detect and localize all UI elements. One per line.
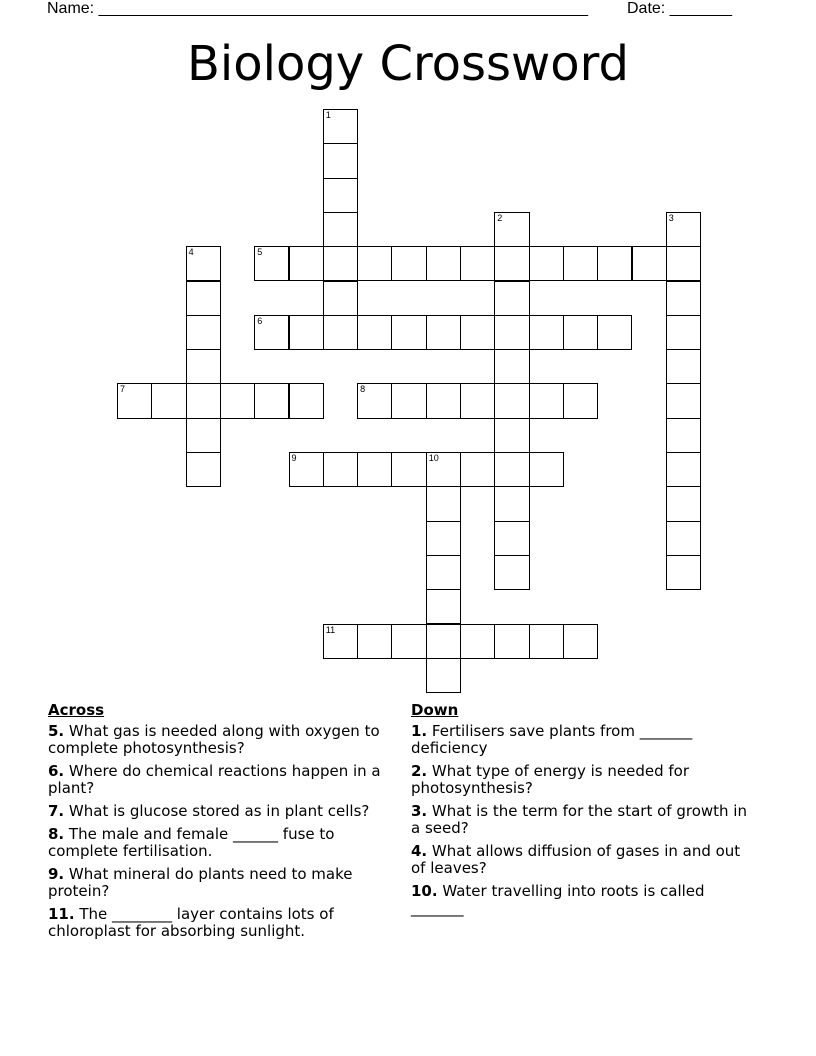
- grid-cell[interactable]: [494, 315, 529, 350]
- clue-text: The male and female ______ fuse to complete fertilisation.: [48, 825, 335, 860]
- across-clue: [48, 803, 398, 820]
- grid-cell[interactable]: [186, 452, 221, 487]
- down-clues: [411, 702, 751, 923]
- clue-number: 2.: [411, 762, 428, 780]
- grid-cell[interactable]: [151, 383, 186, 418]
- grid-cell[interactable]: [460, 246, 495, 281]
- grid-cell[interactable]: [426, 521, 461, 556]
- grid-cell[interactable]: [254, 246, 289, 281]
- grid-cell[interactable]: [529, 624, 564, 659]
- grid-cell[interactable]: [323, 624, 358, 659]
- grid-cell[interactable]: [289, 452, 324, 487]
- clue-text: What type of energy is needed for photosynthesis?: [411, 762, 690, 797]
- grid-cell[interactable]: [597, 246, 632, 281]
- clue-text: What allows diffusion of gases in and out of leaves?: [411, 842, 741, 877]
- grid-cell[interactable]: [426, 624, 461, 659]
- across-heading: Across: [48, 701, 105, 719]
- grid-cell[interactable]: [494, 246, 529, 281]
- grid-cell[interactable]: [529, 315, 564, 350]
- grid-cell[interactable]: [426, 555, 461, 590]
- grid-cell[interactable]: [426, 315, 461, 350]
- grid-cell[interactable]: [357, 315, 392, 350]
- clue-number: 5.: [48, 722, 65, 740]
- grid-cell[interactable]: [563, 383, 598, 418]
- grid-cell[interactable]: [494, 212, 529, 247]
- grid-cell[interactable]: [426, 452, 461, 487]
- grid-cell[interactable]: [666, 521, 701, 556]
- grid-cell[interactable]: [666, 383, 701, 418]
- clue-number: 4.: [411, 842, 428, 860]
- grid-cell[interactable]: [391, 383, 426, 418]
- grid-cell[interactable]: [323, 109, 358, 144]
- grid-cell[interactable]: [186, 349, 221, 384]
- grid-cell[interactable]: [357, 383, 392, 418]
- grid-cell[interactable]: [391, 452, 426, 487]
- grid-cell[interactable]: [666, 349, 701, 384]
- grid-cell[interactable]: [289, 383, 324, 418]
- grid-cell[interactable]: [666, 418, 701, 453]
- clue-text: Water travelling into roots is called _______: [411, 882, 705, 917]
- across-clue: [48, 826, 398, 860]
- down-clue: [411, 883, 751, 917]
- clue-number: 6.: [48, 762, 65, 780]
- clue-text: What is glucose stored as in plant cells?: [68, 802, 370, 820]
- grid-cell[interactable]: [117, 383, 152, 418]
- grid-cell[interactable]: [323, 281, 358, 316]
- grid-cell[interactable]: [494, 452, 529, 487]
- grid-cell[interactable]: [666, 315, 701, 350]
- clue-number: 8: [360, 384, 366, 395]
- grid-cell[interactable]: [666, 555, 701, 590]
- clue-text: What mineral do plants need to make protein?: [48, 865, 353, 900]
- clue-text: What is the term for the start of growth in a seed?: [411, 802, 747, 837]
- grid-cell[interactable]: [323, 452, 358, 487]
- clue-number: 9.: [48, 865, 65, 883]
- grid-cell[interactable]: [426, 658, 461, 693]
- down-clue: [411, 803, 751, 837]
- grid-cell[interactable]: [357, 624, 392, 659]
- grid-cell[interactable]: [254, 315, 289, 350]
- page-title: Biology Crossword: [186, 36, 630, 92]
- grid-cell[interactable]: [494, 281, 529, 316]
- grid-cell[interactable]: [529, 246, 564, 281]
- down-heading: Down: [411, 701, 459, 719]
- grid-cell[interactable]: [186, 418, 221, 453]
- grid-cell[interactable]: [426, 383, 461, 418]
- grid-cell[interactable]: [426, 246, 461, 281]
- clue-number: 6: [257, 315, 263, 326]
- across-clue: [48, 723, 398, 757]
- down-clue: [411, 763, 751, 797]
- grid-cell[interactable]: [494, 555, 529, 590]
- clue-text: What gas is needed along with oxygen to complete photosynthesis?: [48, 722, 380, 757]
- down-clue: [411, 723, 751, 757]
- grid-cell[interactable]: [666, 212, 701, 247]
- grid-cell[interactable]: [323, 212, 358, 247]
- clue-number: 7: [120, 384, 126, 395]
- grid-cell[interactable]: [460, 315, 495, 350]
- grid-cell[interactable]: [254, 383, 289, 418]
- grid-cell[interactable]: [186, 281, 221, 316]
- grid-cell[interactable]: [666, 281, 701, 316]
- grid-cell[interactable]: [529, 452, 564, 487]
- grid-cell[interactable]: [632, 246, 667, 281]
- clue-number: 2: [497, 212, 503, 223]
- clue-number: 11.: [48, 905, 75, 923]
- across-clue: [48, 866, 398, 900]
- grid-cell[interactable]: [494, 418, 529, 453]
- grid-cell[interactable]: [186, 383, 221, 418]
- clue-number: 10.: [411, 882, 438, 900]
- clue-number: 7.: [48, 802, 65, 820]
- clue-text: Fertilisers save plants from _______ deficiency: [411, 722, 693, 757]
- grid-cell[interactable]: [186, 315, 221, 350]
- clue-number: 8.: [48, 825, 65, 843]
- grid-cell[interactable]: [666, 246, 701, 281]
- grid-cell[interactable]: [391, 246, 426, 281]
- clue-text: Where do chemical reactions happen in a plant?: [48, 762, 381, 797]
- grid-cell[interactable]: [460, 383, 495, 418]
- grid-cell[interactable]: [494, 349, 529, 384]
- grid-cell[interactable]: [494, 521, 529, 556]
- date-field[interactable]: Date: _______: [627, 0, 732, 17]
- grid-cell[interactable]: [494, 486, 529, 521]
- grid-cell[interactable]: [563, 246, 598, 281]
- name-field[interactable]: Name: _______________________________________________________: [47, 0, 588, 17]
- grid-cell[interactable]: [460, 624, 495, 659]
- across-clues: [48, 702, 398, 946]
- clue-number: 1.: [411, 722, 428, 740]
- grid-cell[interactable]: [460, 452, 495, 487]
- grid-cell[interactable]: [220, 383, 255, 418]
- down-clue: [411, 843, 751, 877]
- grid-cell[interactable]: [666, 486, 701, 521]
- clue-number: 11: [325, 624, 336, 635]
- clue-number: 3.: [411, 802, 428, 820]
- grid-cell[interactable]: [529, 383, 564, 418]
- grid-cell[interactable]: [323, 315, 358, 350]
- grid-cell[interactable]: [323, 178, 358, 213]
- grid-cell[interactable]: [323, 246, 358, 281]
- grid-cell[interactable]: [494, 624, 529, 659]
- grid-cell[interactable]: [357, 246, 392, 281]
- grid-cell[interactable]: [357, 452, 392, 487]
- across-clue: [48, 763, 398, 797]
- clue-number: 5: [257, 247, 263, 258]
- grid-cell[interactable]: [323, 143, 358, 178]
- clue-text: The ________ layer contains lots of chloroplast for absorbing sunlight.: [48, 905, 334, 940]
- grid-cell[interactable]: [494, 383, 529, 418]
- clue-number: 10: [428, 453, 439, 463]
- grid-cell[interactable]: [391, 315, 426, 350]
- grid-cell[interactable]: [289, 315, 324, 350]
- clue-number: 4: [188, 247, 194, 258]
- grid-cell[interactable]: [391, 624, 426, 659]
- grid-cell[interactable]: [289, 246, 324, 281]
- grid-cell[interactable]: [563, 624, 598, 659]
- clue-number: 9: [291, 453, 297, 463]
- grid-cell[interactable]: [426, 486, 461, 521]
- grid-cell[interactable]: [426, 589, 461, 624]
- grid-cell[interactable]: [186, 246, 221, 281]
- clue-number: 3: [668, 212, 674, 223]
- grid-cell[interactable]: [597, 315, 632, 350]
- clue-number: 1: [325, 110, 331, 120]
- grid-cell[interactable]: [563, 315, 598, 350]
- grid-cell[interactable]: [666, 452, 701, 487]
- across-clue: [48, 906, 398, 940]
